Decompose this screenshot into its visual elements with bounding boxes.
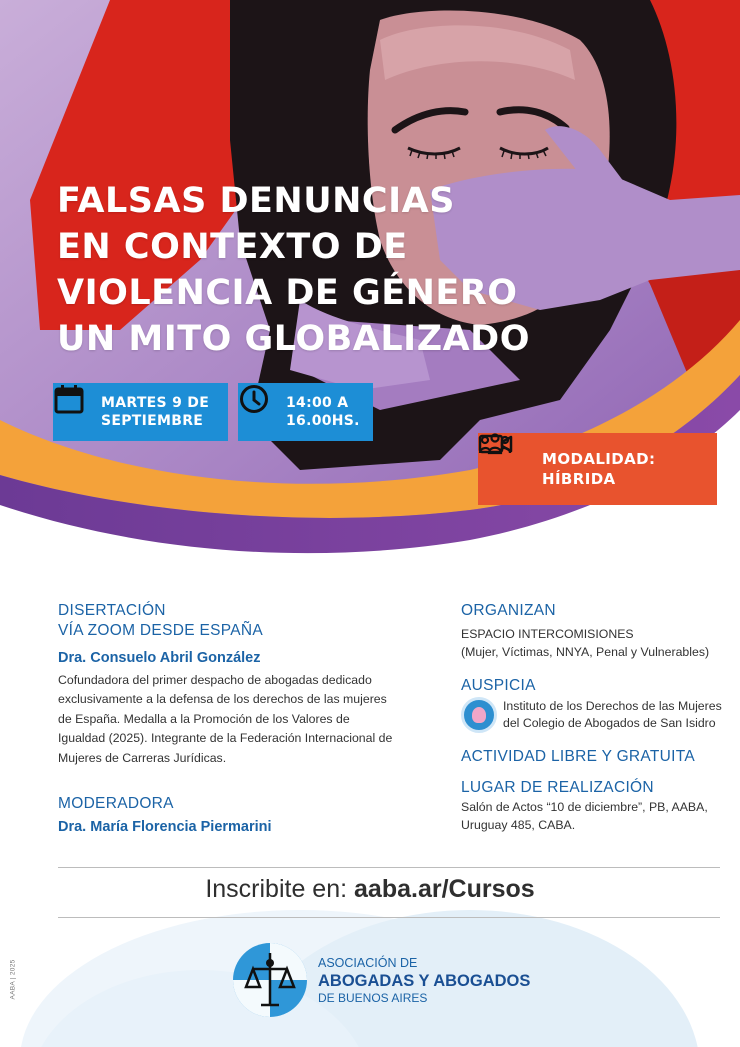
date-line-2: SEPTIEMBRE: [101, 413, 204, 429]
dissertation-sublabel: VÍA ZOOM DESDE ESPAÑA: [58, 622, 263, 639]
association-line-3: DE BUENOS AIRES: [318, 991, 428, 1005]
modality-line-2: HÍBRIDA: [542, 470, 616, 488]
time-line-2: 16.00HS.: [286, 413, 360, 429]
signup-link[interactable]: aaba.ar/Cursos: [354, 875, 535, 903]
title-line: EN CONTEXTO DE: [57, 227, 408, 267]
moderator-label: MODERADORA: [58, 795, 174, 812]
bio-line: Cofundadora del primer despacho de abogadas dedicado: [58, 673, 372, 687]
side-note: [9, 960, 21, 1005]
date-badge: [53, 383, 228, 441]
event-title: [57, 178, 617, 362]
organizers-line-2: (Mujer, Víctimas, NNYA, Penal y Vulnerables): [461, 645, 710, 659]
venue-label: LUGAR DE REALIZACIÓN: [461, 779, 654, 796]
modality-badge: [478, 433, 717, 505]
time-line-1: 14:00 A: [286, 395, 349, 411]
organizers-label: ORGANIZAN: [461, 602, 556, 619]
venue-line-2: Uruguay 485, CABA.: [461, 818, 576, 832]
bio-line: Igualdad (2025). Integrante de la Federación Internacional de: [58, 731, 393, 746]
modality-line-1: MODALIDAD:: [542, 450, 656, 468]
association-line-2: ABOGADAS Y ABOGADOS: [318, 972, 531, 990]
side-note-text: AABA | 2025: [9, 959, 17, 1000]
sponsor-label: AUSPICIA: [461, 677, 536, 694]
divider-bottom: [58, 917, 720, 918]
moderator-name: Dra. María Florencia Piermarini: [58, 819, 272, 835]
dissertation-label: DISERTACIÓN: [58, 602, 166, 619]
sponsor-line-2: del Colegio de Abogados de San Isidro: [503, 716, 716, 730]
organizers-line-1: ESPACIO INTERCOMISIONES: [461, 627, 634, 641]
signup-line: [0, 875, 740, 904]
association-logo: [233, 943, 307, 1017]
sponsor-line-1: Instituto de los Derechos de las Mujeres: [503, 699, 722, 713]
date-line-1: MARTES 9 DE: [101, 395, 210, 411]
association-name: [318, 956, 530, 1006]
bio-line: Mujeres de Carreras Jurídicas.: [58, 750, 227, 765]
speaker-name: Dra. Consuelo Abril González: [58, 650, 261, 666]
time-badge: [238, 383, 373, 441]
signup-prefix: Inscribite en:: [205, 875, 355, 903]
association-line-1: ASOCIACIÓN DE: [318, 956, 418, 970]
divider-top: [58, 867, 720, 868]
title-line: FALSAS DENUNCIAS: [57, 181, 455, 221]
sponsor-logo: [461, 697, 497, 733]
bio-line: exclusivamente a la defensa de los derechos de las mujeres: [58, 692, 387, 707]
title-line: UN MITO GLOBALIZADO: [57, 319, 530, 359]
bio-line: de España. Medalla a la Promoción de los Valores de: [58, 711, 350, 726]
speaker-bio: [58, 671, 418, 768]
venue-line-1: Salón de Actos “10 de diciembre”, PB, AABA,: [461, 800, 708, 814]
free-activity-label: ACTIVIDAD LIBRE Y GRATUITA: [461, 748, 696, 765]
title-line: VIOLENCIA DE GÉNERO: [57, 273, 518, 313]
